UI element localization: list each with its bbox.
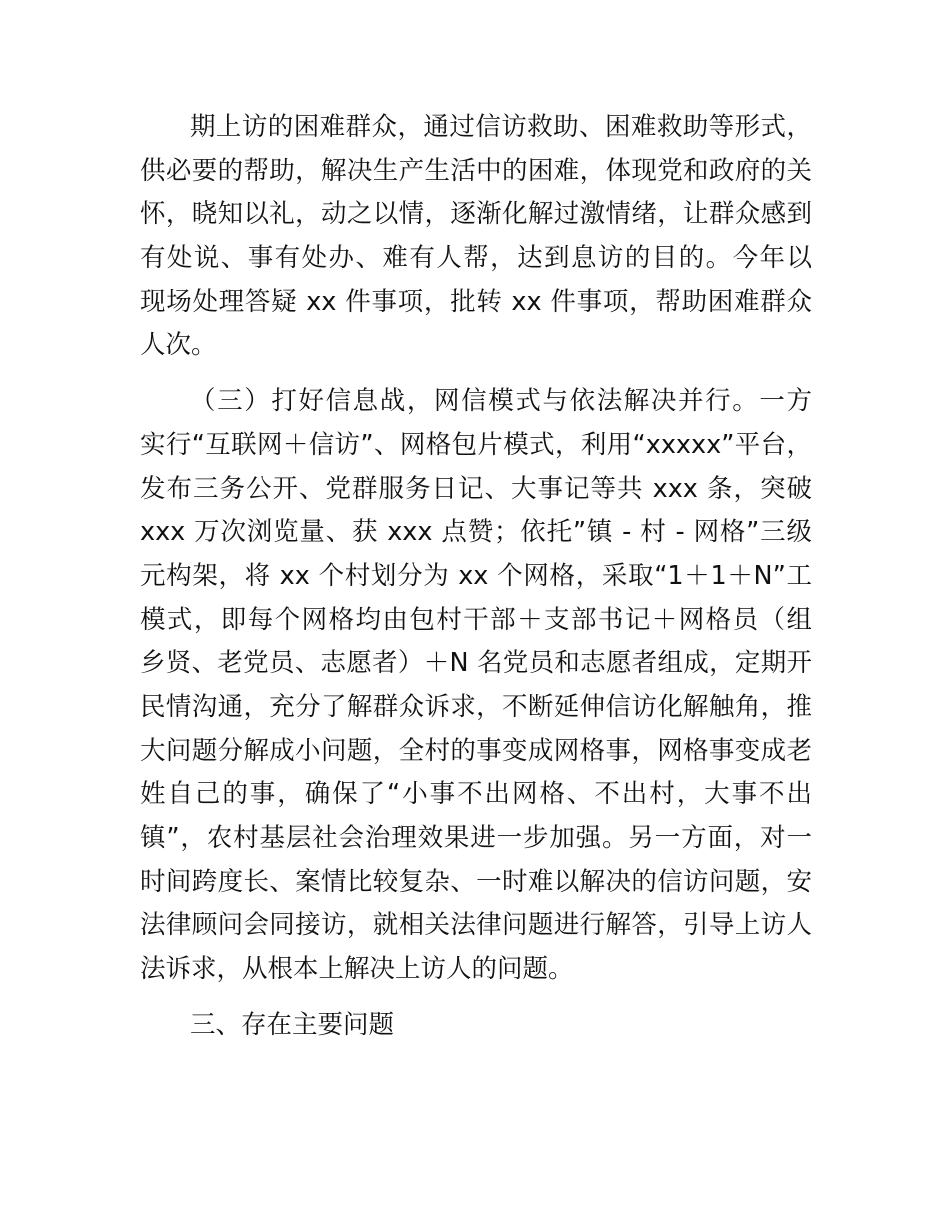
section-heading: 三、存在主要问题 [190,1009,395,1040]
text-line: 镇”，农村基层社会治理效果进一步加强。另一方面，对一 [140,823,812,853]
text-line: （三）打好信息战，网信模式与依法解决并行。一方 [190,386,812,417]
text-line: xxx 万次浏览量、获 xxx 点赞；依托”镇 - 村 - 网格”三级 [140,517,812,548]
paragraph-information-campaign [140,380,812,992]
text-line: 实行“互联网＋信访”、网格包片模式，利用“xxxxx”平台， [140,429,812,460]
text-line: 民情沟通，充分了解群众诉求，不断延伸信访化解触角，推 [140,691,812,722]
paragraph-petition-assistance [140,106,812,368]
text-line: 怀，晓知以礼，动之以情，逐渐化解过激情绪，让群众感到 [140,199,812,230]
text-line: 现场处理答疑 xx 件事项，批转 xx 件事项，帮助困难群众 [140,286,812,317]
text-line: 发布三务公开、党群服务日记、大事记等共 xxx 条，突破 [140,473,812,504]
text-line: 人次。 [140,330,217,361]
text-line: 姓自己的事，确保了“小事不出网格、不出村，大事不出 [140,779,812,810]
text-line: 供必要的帮助，解决生产生活中的困难，体现党和政府的关 [140,155,812,186]
text-line: 模式，即每个网格均由包村干部＋支部书记＋网格员（组 [140,604,812,635]
text-line: 乡贤、老党员、志愿者）＋N 名党员和志愿者组成，定期开 [140,648,812,679]
document-body [140,106,812,1047]
text-line: 有处说、事有处办、难有人帮，达到息访的目的。今年以 [140,243,812,274]
text-line: 时间跨度长、案情比较复杂、一时难以解决的信访问题，安 [140,866,812,897]
text-line: 大问题分解成小问题，全村的事变成网格事，网格事变成老 [140,735,812,766]
text-line: 法诉求，从根本上解决上访人的问题。 [140,954,574,985]
text-line: 法律顾问会同接访，就相关法律问题进行解答，引导上访人 [140,910,812,941]
text-line: 期上访的困难群众，通过信访救助、困难救助等形式， [190,112,812,142]
text-line: 元构架，将 xx 个村划分为 xx 个网格，采取“1＋1＋N”工 [140,560,812,591]
